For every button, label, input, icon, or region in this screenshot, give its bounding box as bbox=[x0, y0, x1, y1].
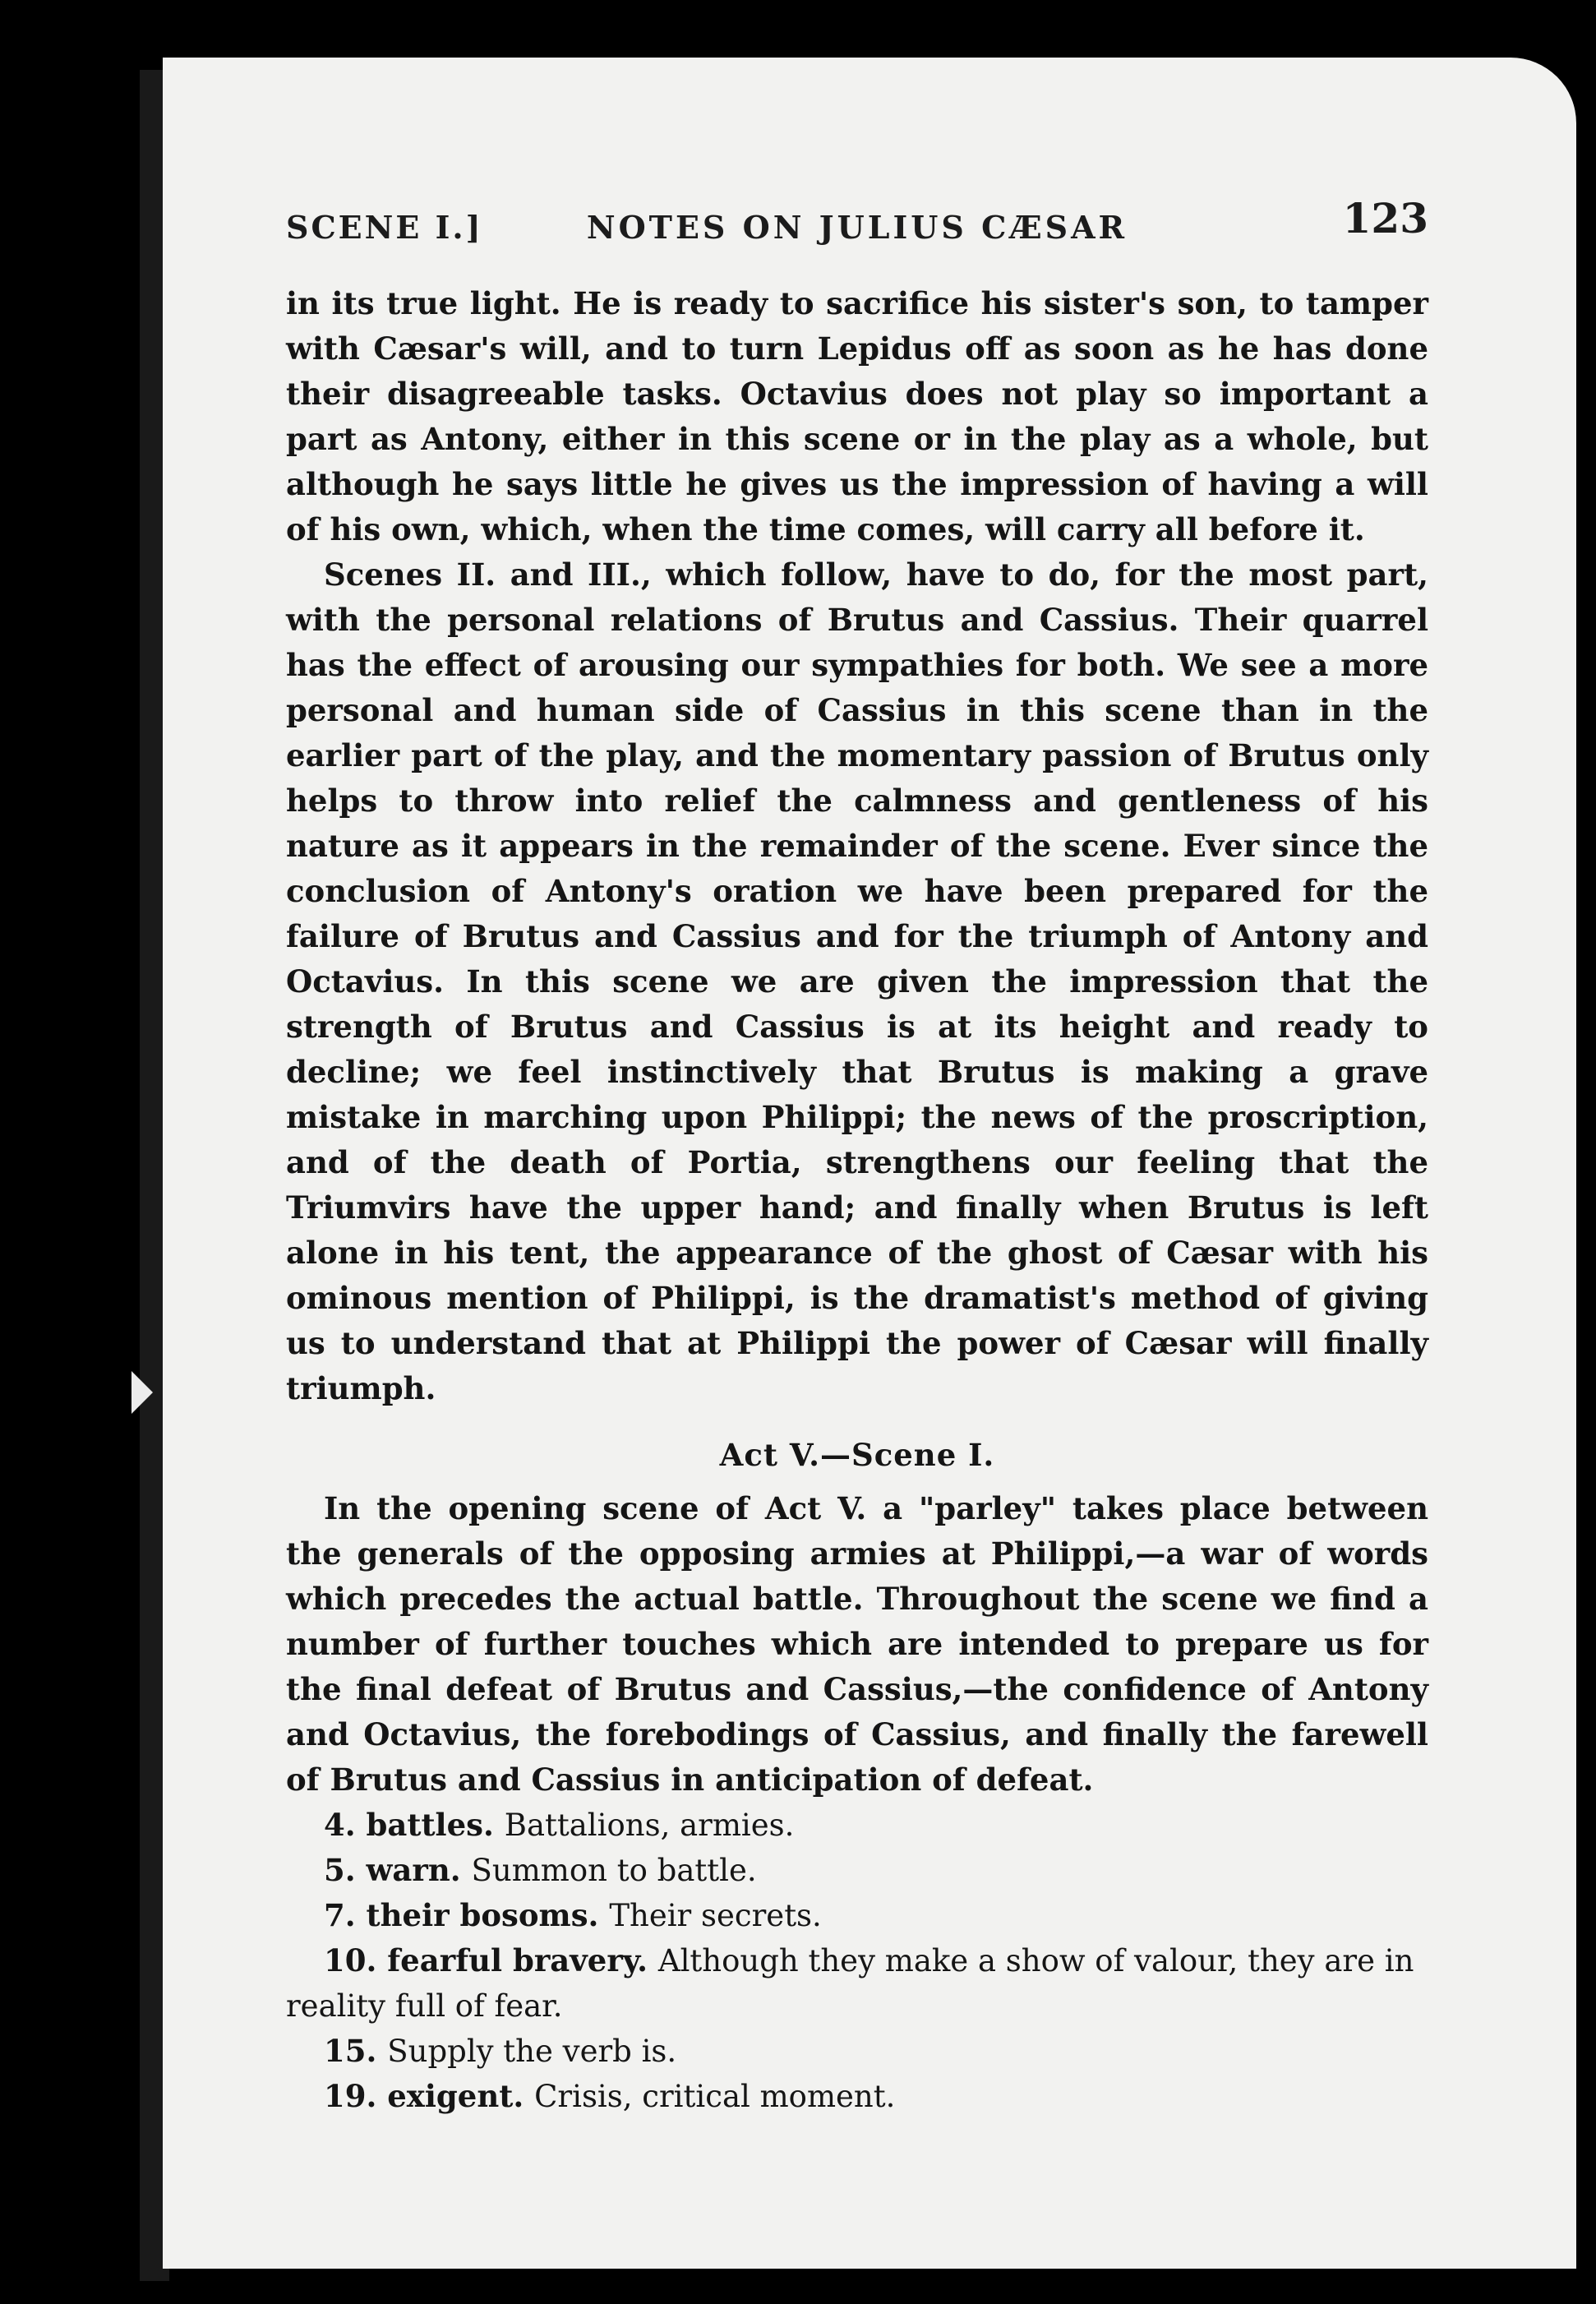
running-head-title: NOTES ON JULIUS CÆSAR bbox=[586, 209, 1128, 246]
note-item bbox=[286, 1893, 1428, 1938]
note-lemma: warn. bbox=[366, 1852, 461, 1888]
section-heading: Act V.—Scene I. bbox=[719, 1437, 995, 1473]
note-gloss: Supply the verb is. bbox=[387, 2034, 677, 2069]
note-number: 4. bbox=[324, 1807, 356, 1843]
note-lemma: battles. bbox=[366, 1807, 494, 1843]
note-item bbox=[286, 2029, 1428, 2074]
spine-notch bbox=[131, 1371, 153, 1414]
note-number: 10. bbox=[324, 1942, 377, 1978]
note-number: 15. bbox=[324, 2033, 377, 2069]
note-lemma: exigent. bbox=[387, 2078, 524, 2114]
note-lemma: fearful bravery. bbox=[387, 1942, 648, 1978]
paragraph-scenes: Scenes II. and III., which follow, have to do, for the most part, with the personal relations of Brutus and Cassius. Their quarrel has the effect of arousing our sympathies for both. We see a more personal and human side of Cassius in this scene than in the earlier part of the play, and the momentary passion of Brutus only helps to throw into relief the calmness and gentleness of his nature as it appears in the remainder of the scene. Ever since the conclusion of Antony's oration we have been prepared for the failure of Brutus and Cassius and for the triumph of Antony and Octavius. In this scene we are given the impression that the strength of Brutus and Cassius is at its height and ready to decline; we feel instinctively that Brutus is making a grave mistake in marching upon Philippi; the news of the proscription, and of the death of Portia, strengthens our feeling that the Triumvirs have the upper hand; and finally when Brutus is left alone in his tent, the appearance of the ghost of Cæsar with his ominous mention of Philippi, is the dramatist's method of giving us to understand that at Philippi the power of Cæsar will finally triumph. bbox=[286, 556, 1428, 1406]
note-number: 19. bbox=[324, 2078, 377, 2114]
note-gloss: Summon to battle. bbox=[471, 1853, 757, 1888]
paragraph-act-v: In the opening scene of Act V. a "parley" takes place between the generals of the opposing armies at Philippi,—a war of words which precedes the actual battle. Throughout the scene we find a number of further touches which are intended to prepare us for the final defeat of Brutus and Cassius,—the confidence of Antony and Octavius, the forebodings of Cassius, and finally the farewell of Brutus and Cassius in anticipation of defeat. bbox=[286, 1490, 1428, 1798]
running-head-scene: SCENE I.] bbox=[286, 209, 483, 246]
note-gloss: Battalions, armies. bbox=[504, 1808, 795, 1843]
note-number: 7. bbox=[324, 1897, 356, 1933]
running-head bbox=[286, 194, 1428, 260]
book-page bbox=[163, 58, 1576, 2269]
note-item bbox=[286, 1848, 1428, 1893]
note-number: 5. bbox=[324, 1852, 356, 1888]
note-item bbox=[286, 1803, 1428, 1848]
note-gloss: Their secrets. bbox=[609, 1898, 822, 1933]
note-item bbox=[286, 2074, 1428, 2119]
note-lemma: their bosoms. bbox=[366, 1897, 599, 1933]
note-gloss: Crisis, critical moment. bbox=[534, 2079, 896, 2114]
note-item bbox=[286, 1938, 1428, 2029]
page-number: 123 bbox=[1342, 194, 1428, 242]
paragraph-continuation: in its true light. He is ready to sacrifice his sister's son, to tamper with Cæsar's will, and to turn Lepidus off as soon as he has done their disagreeable tasks. Octavius does not play so important a part as Antony, either in this scene or in the play as a whole, but although he says little he gives us the impression of having a will of his own, which, when the time comes, will carry all before it. bbox=[286, 285, 1428, 547]
note-gloss: Although they make a show of valour, they are in reality full of fear. bbox=[286, 1943, 1414, 2024]
page-body bbox=[286, 281, 1428, 2119]
